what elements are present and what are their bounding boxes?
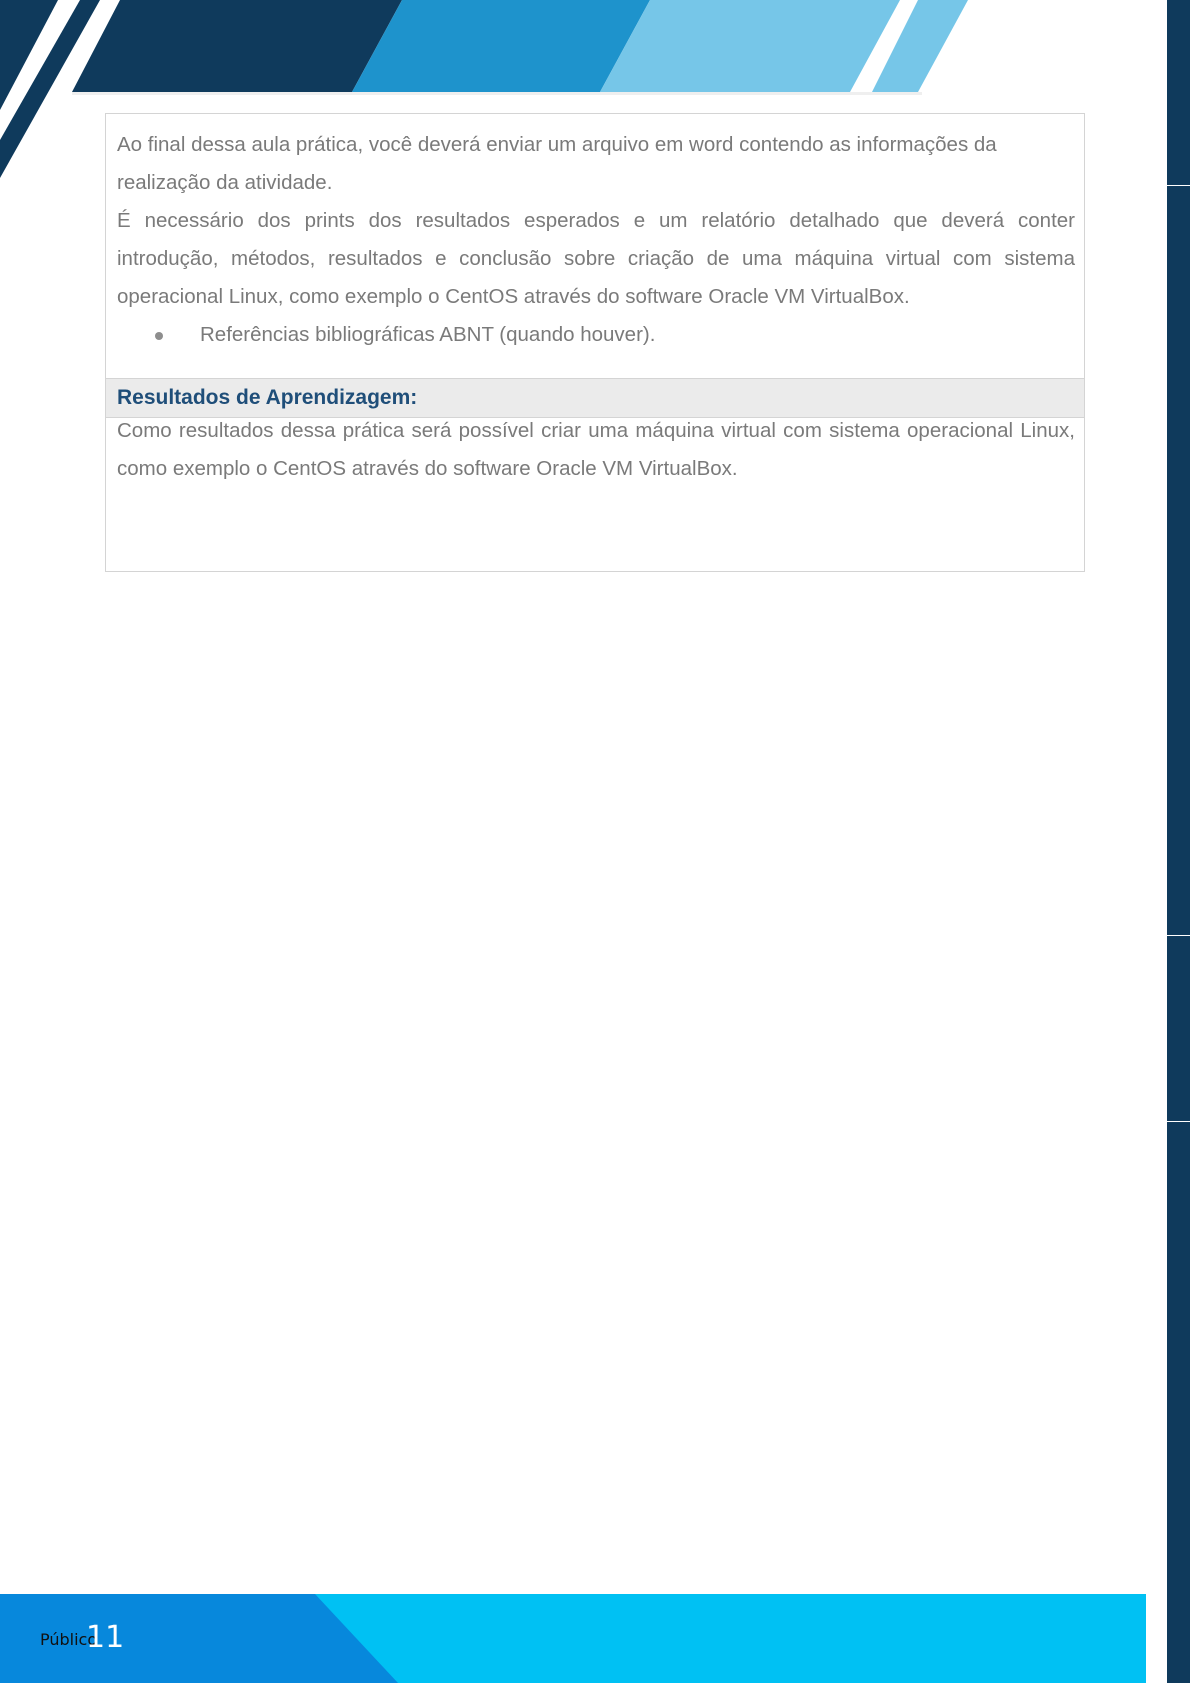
classification-label: Público xyxy=(40,1630,98,1649)
list-item xyxy=(117,316,1075,354)
header-mid-band xyxy=(352,0,650,92)
header-dark-band xyxy=(72,0,402,92)
right-edge-bar xyxy=(1167,0,1190,1683)
footer-banner xyxy=(0,1594,1146,1683)
section-heading: Resultados de Aprendizagem: xyxy=(117,386,418,409)
list-item-text: Referências bibliográficas ABNT (quando houver). xyxy=(200,323,656,346)
instructions-box xyxy=(105,113,1085,572)
learning-outcomes-paragraph: Como resultados dessa prática será possível criar uma máquina virtual com sistema operacional Linux, como exemplo o CentOS através do software Oracle VM VirtualBox. xyxy=(117,419,1075,480)
bullet-icon xyxy=(155,332,163,340)
requirements-paragraph: É necessário dos prints dos resultados esperados e um relatório detalhado que deverá conter introdução, métodos, resultados e conclusão sobre criação de uma máquina virtual com sistema operacional Linux, como exemplo o CentOS através do software Oracle VM VirtualBox. xyxy=(117,209,1075,308)
instructions-paragraph: Ao final dessa aula prática, você deverá enviar um arquivo em word contendo as informações da realização da atividade. xyxy=(117,133,997,194)
page-number: 11 xyxy=(86,1620,125,1655)
header-light-band xyxy=(600,0,900,92)
